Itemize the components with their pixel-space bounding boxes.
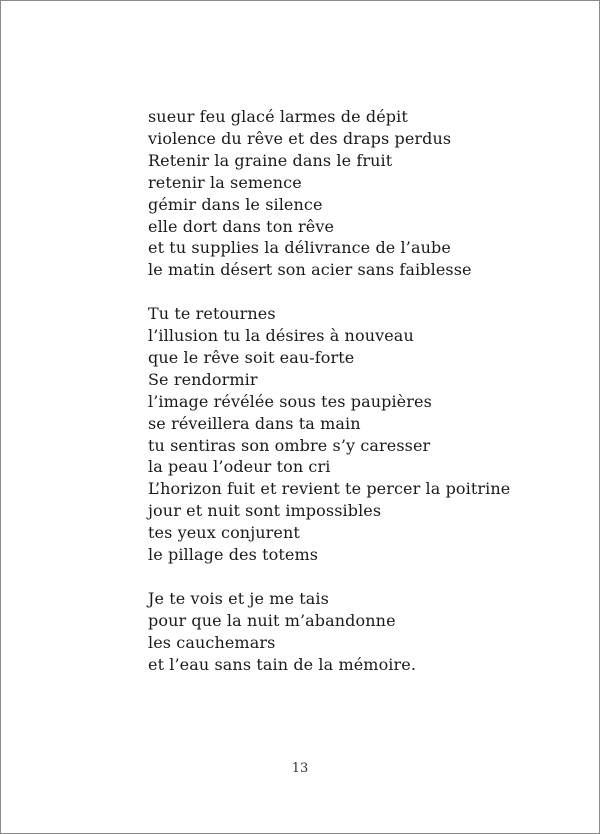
poem-line: Je te vois et je me tais xyxy=(148,588,329,608)
poem-line: tu sentiras son ombre s’y caresser xyxy=(148,435,431,455)
poem-line: Retenir la graine dans le fruit xyxy=(148,150,393,170)
poem-line: et l’eau sans tain de la mémoire. xyxy=(148,654,417,674)
poem-line: et tu supplies la délivrance de l’aube xyxy=(148,238,451,258)
poem-line: la peau l’odeur ton cri xyxy=(148,457,331,477)
poem-line: jour et nuit sont impossibles xyxy=(148,501,382,521)
poem-line: pour que la nuit m’abandonne xyxy=(148,610,396,630)
poem-text xyxy=(148,106,568,676)
poem-line: elle dort dans ton rêve xyxy=(148,216,335,236)
poem-line: gémir dans le silence xyxy=(148,194,323,214)
poem-line: retenir la semence xyxy=(148,172,302,192)
poem-line: le pillage des totems xyxy=(148,545,319,565)
page-number: 13 xyxy=(291,761,309,776)
poem-line: les cauchemars xyxy=(148,632,276,652)
poem-line: Se rendormir xyxy=(148,369,258,389)
poem-line: se réveillera dans ta main xyxy=(148,413,361,433)
poem-line: que le rêve soit eau-forte xyxy=(148,347,355,367)
stanza-3 xyxy=(148,588,568,676)
poem-line: l’image révélée sous tes paupières xyxy=(148,391,432,411)
stanza-1 xyxy=(148,106,568,281)
poem-line: le matin désert son acier sans faiblesse xyxy=(148,260,472,280)
poem-line: tes yeux conjurent xyxy=(148,523,300,543)
poem-line: l’illusion tu la désires à nouveau xyxy=(148,326,414,346)
poem-line: violence du rêve et des draps perdus xyxy=(148,128,452,148)
stanza-2 xyxy=(148,303,568,566)
poem-line: sueur feu glacé larmes de dépit xyxy=(148,107,408,126)
poem-line: L’horizon fuit et revient te percer la poitrine xyxy=(148,479,511,499)
poem-line: Tu te retournes xyxy=(148,304,276,324)
